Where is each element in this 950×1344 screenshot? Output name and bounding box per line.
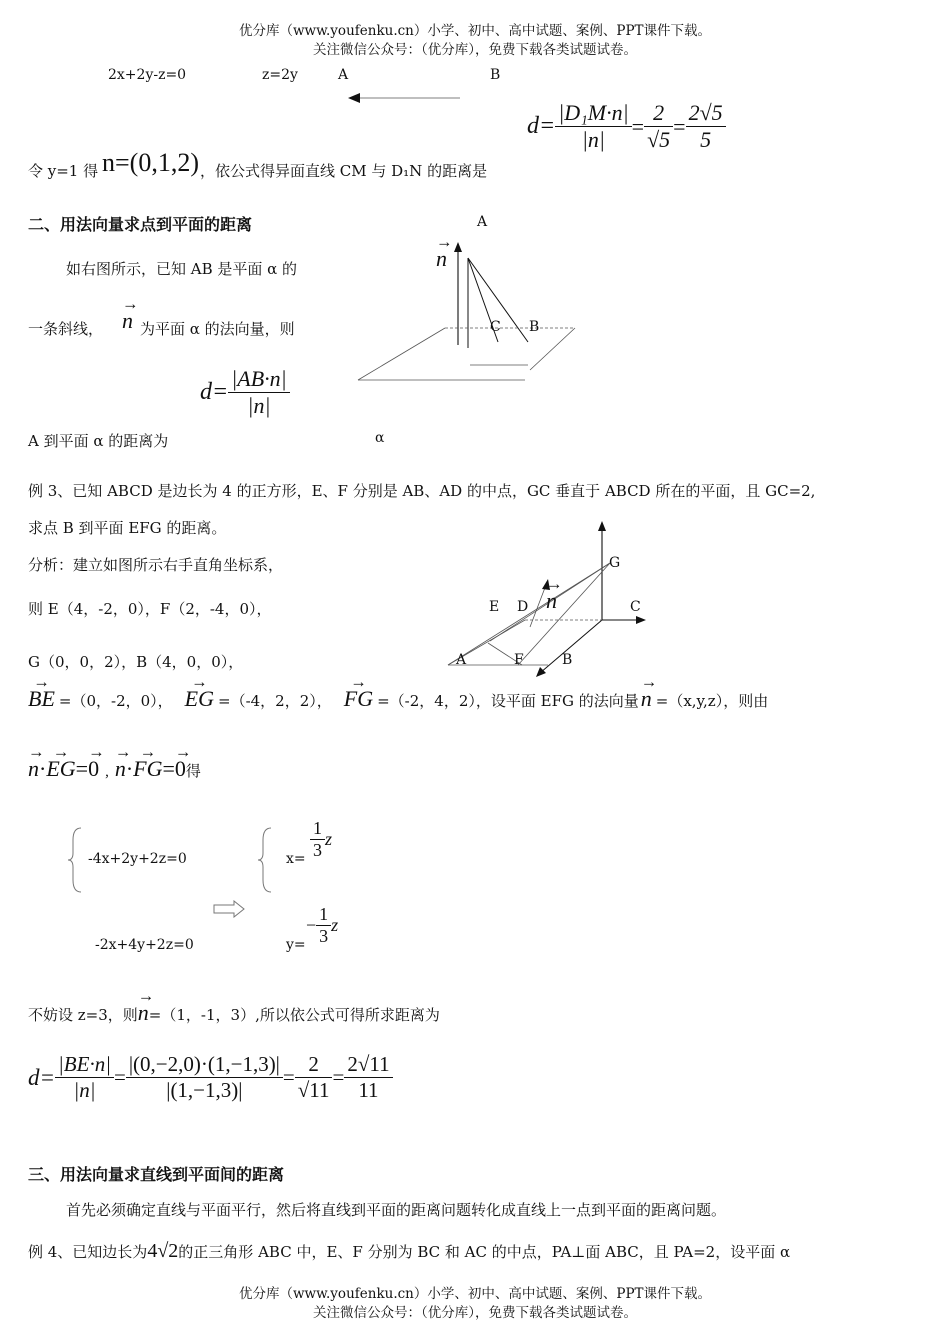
analysis-line: 分析：建立如图所示右手直角坐标系， bbox=[28, 556, 284, 574]
fig2-label-g: G bbox=[609, 555, 621, 571]
distance-formula-2: d= $\frac{|BE\cdot n|}{|n|}$ = $\frac{|(0,-2,0)\cdot(1,-1,3)|}{|(1,-1,3)|}$ = $\frac{2}{√11}$ = $\frac{2√11}{11}$ bbox=[28, 1052, 393, 1103]
coords-line-1: 则 E（4，-2，0），F（2，-4，0）， bbox=[28, 600, 272, 618]
equation-2: z=2y bbox=[262, 67, 298, 83]
vectors-line: → BE =（0，-2，0）， → EG =（-4，2，2）， → FG =（-2，4，2），设平面 EFG 的法向量 → n =（x,y,z），则由 bbox=[28, 686, 768, 712]
fig2-label-d: D bbox=[517, 599, 529, 615]
arrow-line bbox=[340, 88, 470, 108]
dot-conditions: → n · → EG = → 0 , → n · → FG = → 0 得 bbox=[28, 756, 201, 782]
fig2-label-e: E bbox=[489, 599, 500, 615]
figure-point-plane bbox=[350, 230, 590, 430]
distance-text: ，依公式得异面直线 CM 与 D₁N 的距离是 bbox=[200, 162, 488, 180]
solution-x-label: x= bbox=[286, 851, 306, 867]
n-value: n=(0,1,2) bbox=[102, 148, 199, 177]
distance-formula-1: d= $\frac{\text{|D₁M·n|}}{|n|}$ = $\frac{2}{√5}$ = $\frac{2√5}{5}$ bbox=[527, 100, 726, 153]
fig2-label-b: B bbox=[562, 652, 573, 668]
fig2-label-a: A bbox=[456, 652, 467, 668]
figure-label-b: B bbox=[529, 319, 540, 335]
n-vector-symbol: → n bbox=[122, 308, 133, 334]
solution-y-value: − $\frac{1}{3}$ z bbox=[306, 904, 339, 946]
fig2-label-f: F bbox=[514, 652, 524, 668]
coords-line-2: G（0，0，2），B（4，0，0）， bbox=[28, 653, 244, 671]
equation-1: 2x+2y-z=0 bbox=[108, 67, 187, 83]
label-a: A bbox=[338, 67, 349, 83]
section-2-line-1: 如右图所示，已知 AB 是平面 α 的 bbox=[66, 260, 298, 278]
header-line-2: 关注微信公众号：（优分库），免费下载各类试题试卷。 bbox=[313, 42, 637, 58]
figure-label-alpha: α bbox=[375, 430, 385, 446]
fig2-label-c: C bbox=[630, 599, 641, 615]
footer-line-1: 优分库（www.youfenku.cn）小学、初中、高中试题、案例、PPT课件下载。 bbox=[238, 1286, 712, 1302]
section-2-title: 二、用法向量求点到平面的距离 bbox=[28, 215, 253, 234]
left-brace bbox=[65, 825, 85, 895]
system-eq-2: -2x+4y+2z=0 bbox=[95, 937, 194, 953]
section-2-line-2-pre: 一条斜线， bbox=[28, 320, 104, 338]
section-2-line-3: A 到平面 α 的距离为 bbox=[28, 432, 169, 450]
fig2-label-n: → n bbox=[546, 588, 557, 614]
example-3-line-2: 求点 B 到平面 EFG 的距离。 bbox=[28, 519, 227, 537]
figure-label-n: → n bbox=[436, 246, 447, 272]
label-b: B bbox=[490, 67, 501, 83]
solution-y-label: y= bbox=[286, 937, 306, 953]
example-3-line-1: 例 3、已知 ABCD 是边长为 4 的正方形，E、F 分别是 AB、AD 的中点，GC 垂直于 ABCD 所在的平面，且 GC=2, bbox=[28, 482, 816, 500]
header-line-1: 优分库（www.youfenku.cn）小学、初中、高中试题、案例、PPT课件下载。 bbox=[238, 23, 712, 39]
example-4-line: 例 4、已知边长为 4√2 的正三角形 ABC 中，E、F 分别为 BC 和 AC 的中点，PA⊥面 ABC，且 PA=2，设平面 α bbox=[28, 1240, 791, 1262]
section-3-line-1: 首先必须确定直线与平面平行，然后将直线到平面的距离问题转化成直线上一点到平面的距离问题。 bbox=[66, 1201, 727, 1219]
implies-arrow bbox=[212, 900, 246, 918]
figure-label-a: A bbox=[477, 214, 488, 230]
right-brace bbox=[255, 825, 275, 895]
system-eq-1: -4x+2y+2z=0 bbox=[88, 851, 187, 867]
figure-label-c: C bbox=[490, 319, 501, 335]
section-3-title: 三、用法向量求直线到平面间的距离 bbox=[28, 1165, 285, 1184]
section-2-line-2-post: 为平面 α 的法向量，则 bbox=[140, 320, 295, 338]
assume-line: 不妨设 z=3，则 → n =（1，-1，3）,所以依公式可得所求距离为 bbox=[28, 1000, 440, 1026]
let-text: 令 y=1 得 bbox=[28, 162, 99, 180]
solution-x-value: $\frac{1}{3}$ z bbox=[310, 818, 332, 861]
footer-line-2: 关注微信公众号：（优分库），免费下载各类试题试卷。 bbox=[313, 1305, 637, 1321]
point-plane-formula: d= $\frac{|AB\cdot n|}{|n|}$ bbox=[200, 366, 290, 419]
